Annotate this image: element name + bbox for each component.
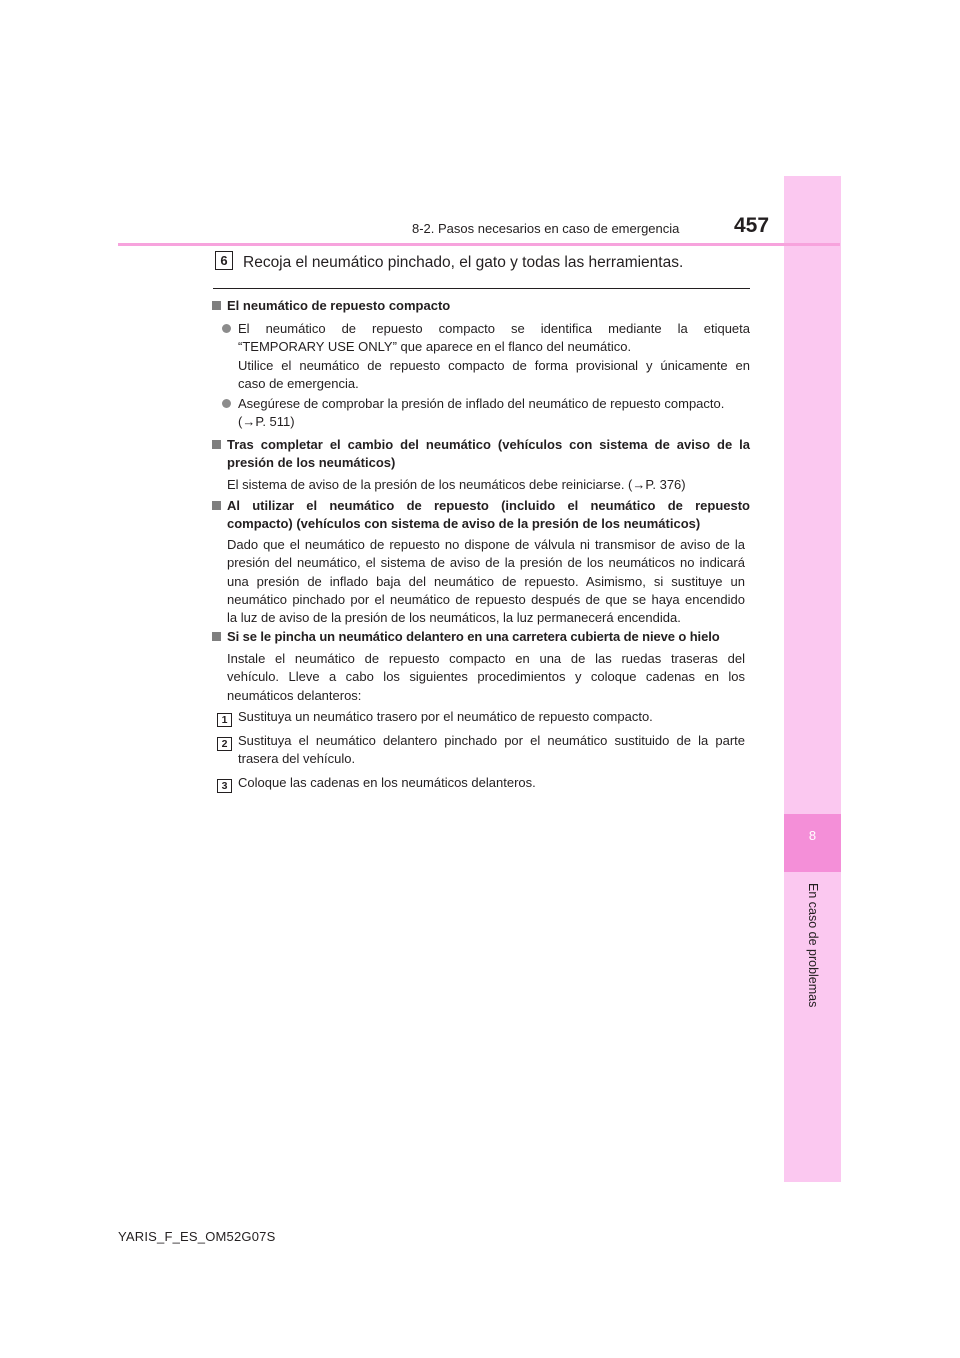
bullet-line: Asegúrese de comprobar la presión de inflado del neumático de repuesto compacto.	[238, 396, 725, 411]
paragraph-line: neumáticos delanteros:	[227, 687, 362, 703]
chapter-label: En caso de problemas	[806, 883, 820, 1008]
step-text-line: trasera del vehículo.	[238, 751, 356, 767]
paragraph-line: la luz de aviso de la presión de los neumáticos, la luz permanecerá encendida.	[227, 610, 681, 626]
step-text	[238, 732, 745, 769]
paragraph-line: neumático pinchado por el neumático de repuesto después de que se haya encendido	[227, 591, 745, 607]
list-item	[222, 395, 750, 432]
section-heading	[212, 497, 750, 534]
section-heading-line: presión de los neumáticos)	[227, 455, 396, 471]
step-badge: 1	[217, 713, 232, 727]
step-badge: 2	[217, 737, 232, 751]
paragraph	[227, 536, 745, 627]
paragraph-line: Dado que el neumático de repuesto no dispone de válvula ni transmisor de aviso de la	[227, 537, 745, 552]
divider	[213, 288, 750, 289]
paragraph	[227, 650, 745, 705]
step-badge-wrapper	[217, 776, 232, 794]
bullet-line: El neumático de repuesto compacto se identifica mediante la etiqueta	[238, 321, 750, 336]
section-title: 8-2. Pasos necesarios en caso de emergencia	[412, 221, 680, 236]
paragraph-line: presión del neumático, el sistema de aviso de la presión de los neumáticos no indicará	[227, 555, 745, 571]
paragraph-line: vehículo. Lleve a cabo los siguientes procedimientos y coloque cadenas en los	[227, 669, 745, 685]
square-bullet-icon	[212, 628, 227, 646]
paragraph: El sistema de aviso de la presión de los neumáticos debe reiniciarse. (→P. 376)	[227, 477, 686, 492]
square-bullet-icon	[212, 436, 227, 454]
square-bullet-icon	[212, 497, 227, 515]
page-number: 457	[734, 214, 770, 237]
step-text: Coloque las cadenas en los neumáticos delanteros.	[238, 775, 536, 790]
chapter-number: 8	[808, 828, 817, 843]
step-badge-wrapper	[217, 710, 232, 728]
step-6-badge-wrapper	[215, 251, 233, 270]
section-heading	[212, 436, 750, 473]
step-badge-wrapper	[217, 734, 232, 752]
header-rule	[118, 243, 840, 246]
document-code: YARIS_F_ES_OM52G07S	[118, 1229, 276, 1244]
section-heading-text: Si se le pincha un neumático delantero en una carretera cubierta de nieve o hielo	[227, 629, 720, 644]
step-badge: 6	[215, 251, 233, 270]
section-heading-line: Al utilizar el neumático de repuesto (incluido el neumático de repuesto	[227, 498, 750, 513]
square-bullet-icon	[212, 297, 227, 315]
bullet-line: “TEMPORARY USE ONLY” que aparece en el flanco del neumático.	[238, 339, 632, 355]
round-bullet-icon	[222, 320, 237, 338]
page-reference: (→P. 511)	[238, 414, 295, 430]
step-text: Sustituya un neumático trasero por el neumático de repuesto compacto.	[238, 709, 653, 724]
round-bullet-icon	[222, 395, 237, 413]
section-heading-text: El neumático de repuesto compacto	[227, 298, 451, 313]
section-heading-line: Tras completar el cambio del neumático (vehículos con sistema de aviso de la	[227, 437, 750, 452]
section-heading	[212, 628, 750, 646]
paragraph-line: una presión de inflado baja del neumático de repuesto. Asimismo, si sustituye un	[227, 573, 745, 589]
paragraph-line: Instale el neumático de repuesto compacto en una de las ruedas traseras del	[227, 651, 745, 666]
section-heading	[212, 297, 750, 315]
bullet-line: Utilice el neumático de repuesto compacto de forma provisional y únicamente en	[238, 357, 750, 373]
step-6-text: Recoja el neumático pinchado, el gato y todas las herramientas.	[243, 254, 684, 271]
chapter-number-box	[784, 814, 841, 872]
step-text-line: Sustituya el neumático delantero pinchado por el neumático sustituido de la parte	[238, 733, 745, 748]
step-badge: 3	[217, 779, 232, 793]
section-heading-line: compacto) (vehículos con sistema de aviso de la presión de los neumáticos)	[227, 516, 701, 532]
list-item	[222, 320, 750, 393]
bullet-line: caso de emergencia.	[238, 375, 359, 391]
chapter-side-tab	[784, 176, 841, 1182]
